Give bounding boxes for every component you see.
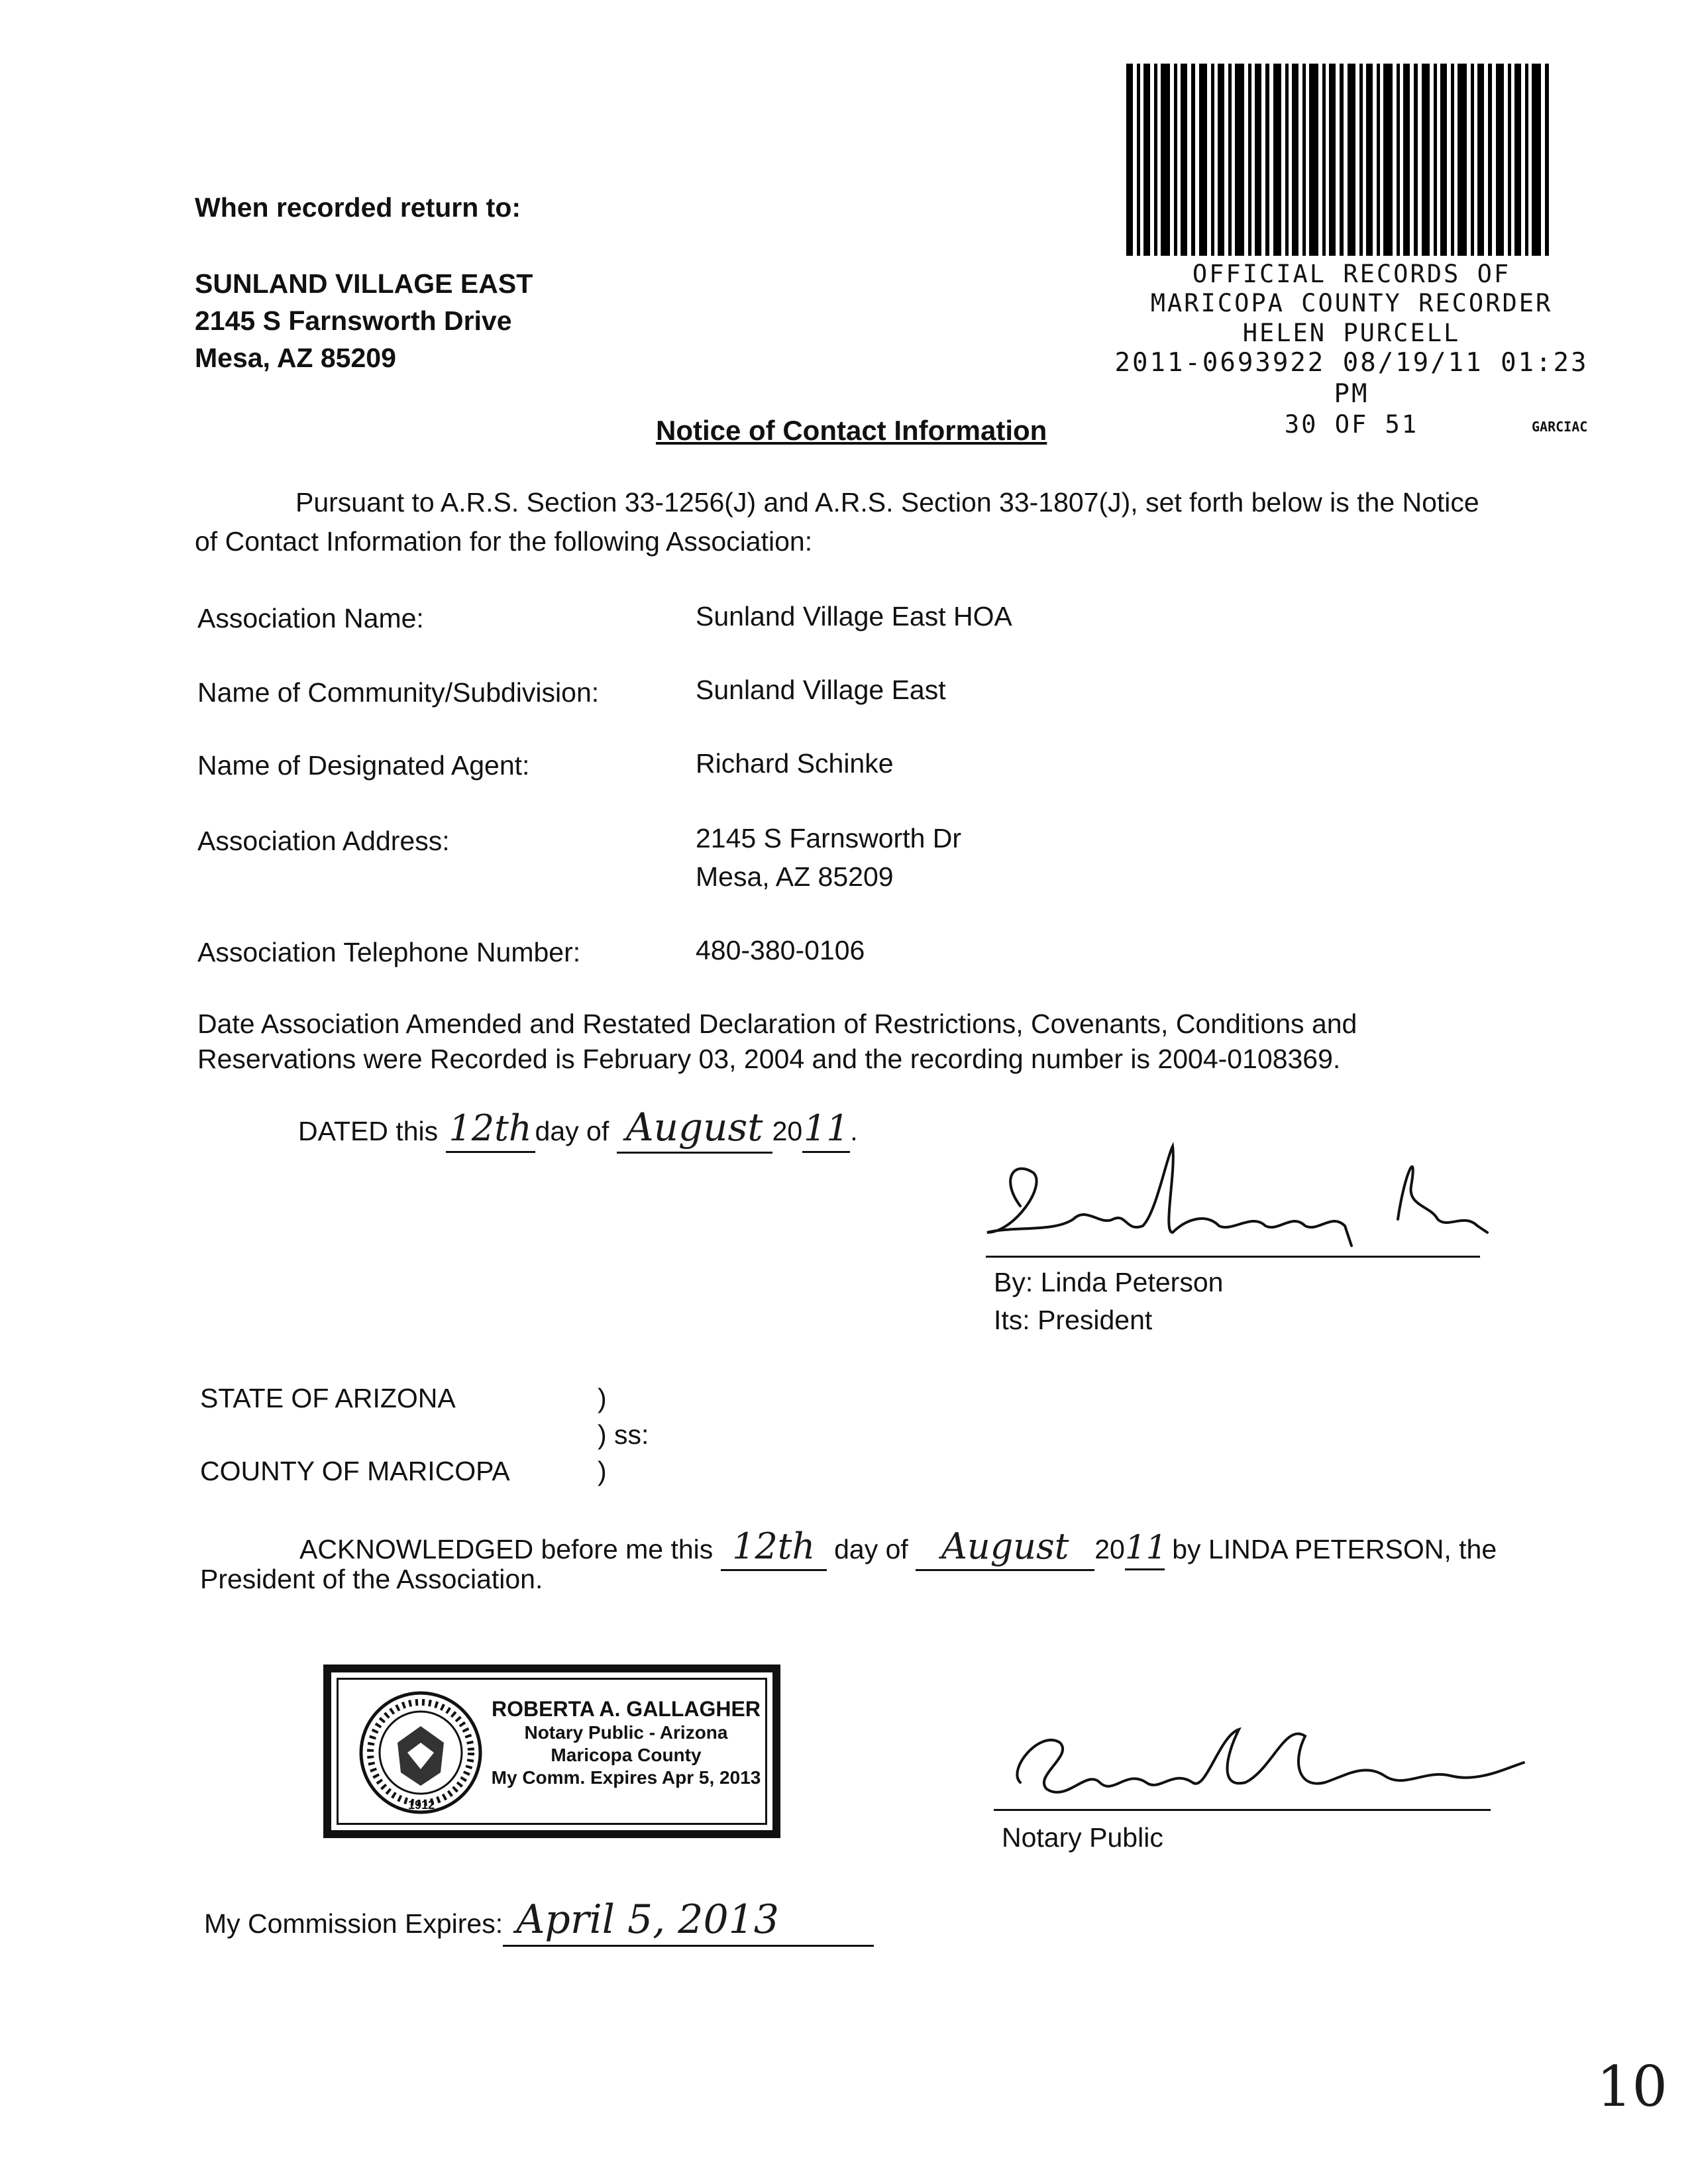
ack-month-handwritten: August (916, 1524, 1094, 1571)
acknowledgment-line-2: President of the Association. (200, 1564, 543, 1594)
signer-by: By: Linda Peterson (994, 1267, 1224, 1297)
field-value-association-name: Sunland Village East HOA (696, 601, 1012, 631)
signature-line-notary (994, 1809, 1491, 1811)
dated-suffix: . (850, 1116, 858, 1146)
stamp-expires: My Comm. Expires Apr 5, 2013 (491, 1767, 761, 1788)
recorder-line-1: OFFICIAL RECORDS OF (1192, 260, 1511, 288)
dated-middle: day of (535, 1116, 610, 1146)
clerk-id: GARCIAC (1532, 419, 1588, 435)
venue-paren-1: ) (598, 1383, 607, 1413)
field-label-telephone: Association Telephone Number: (197, 937, 581, 967)
ack-day-handwritten: 12th (721, 1524, 827, 1571)
ack-year-handwritten: 11 (1125, 1527, 1165, 1570)
notary-stamp-text (477, 1696, 775, 1788)
field-value-address-line-2: Mesa, AZ 85209 (696, 861, 894, 892)
page-number-handwritten: 10 (1597, 2054, 1668, 2119)
ack-middle: day of (834, 1534, 908, 1564)
commission-line (204, 1895, 874, 1947)
dated-prefix: DATED this (298, 1116, 439, 1146)
commission-label: My Commission Expires: (204, 1908, 504, 1939)
document-title: Notice of Contact Information (656, 415, 1047, 446)
dated-line (298, 1103, 858, 1154)
venue-state: STATE OF ARIZONA (200, 1383, 456, 1413)
declaration-line-2: Reservations were Recorded is February 03, 2004 and the recording number is 2004-0108369. (197, 1044, 1341, 1074)
dated-year-handwritten: 11 (802, 1106, 850, 1153)
ack-suffix: by LINDA PETERSON, the (1172, 1534, 1497, 1564)
return-heading: When recorded return to: (195, 192, 521, 223)
ack-year-prefix: 20 (1094, 1534, 1125, 1564)
venue-county: COUNTY OF MARICOPA (200, 1456, 510, 1486)
field-label-community: Name of Community/Subdivision: (197, 677, 600, 708)
dated-day-handwritten: 12th (446, 1106, 535, 1153)
declaration-line-1: Date Association Amended and Restated Declaration of Restrictions, Covenants, Conditions and (197, 1009, 1357, 1039)
venue-ss: ) ss: (598, 1419, 649, 1450)
return-line-1: SUNLAND VILLAGE EAST (195, 268, 533, 299)
seal-year: 1912 (408, 1798, 435, 1812)
return-line-3: Mesa, AZ 85209 (195, 343, 396, 373)
linda-peterson-signature (974, 1133, 1504, 1272)
return-address (195, 265, 533, 376)
field-label-agent: Name of Designated Agent: (197, 750, 530, 781)
field-label-address: Association Address: (197, 826, 450, 856)
page-of-count: 30 OF 51 (1284, 410, 1419, 439)
recorder-block (1093, 260, 1610, 439)
field-value-address-line-1: 2145 S Farnsworth Dr (696, 823, 962, 853)
stamp-title: Notary Public - Arizona (524, 1722, 728, 1743)
recording-number-line: 2011-0693922 08/19/11 01:23 PM (1114, 348, 1589, 409)
notary-stamp (323, 1665, 780, 1838)
stamp-county: Maricopa County (551, 1744, 702, 1765)
recorder-line-3: HELEN PURCELL (1242, 318, 1461, 347)
field-label-association-name: Association Name: (197, 603, 424, 633)
state-seal-icon (358, 1690, 484, 1816)
commission-date-handwritten: April 5, 2013 (503, 1895, 874, 1947)
notary-signature (994, 1710, 1537, 1816)
signer-title: Its: President (994, 1305, 1153, 1335)
recorder-line-2: MARICOPA COUNTY RECORDER (1150, 289, 1553, 318)
barcode (1126, 64, 1550, 256)
signature-line-signer (986, 1256, 1480, 1258)
intro-line-2: of Contact Information for the following Association: (195, 526, 813, 557)
field-value-telephone: 480-380-0106 (696, 935, 865, 965)
intro-line-1: Pursuant to A.R.S. Section 33-1256(J) and A.R.S. Section 33-1807(J), set forth below is the Notice (295, 487, 1479, 518)
dated-year-prefix: 20 (772, 1116, 803, 1146)
field-value-agent: Richard Schinke (696, 748, 894, 779)
notary-label: Notary Public (1002, 1822, 1163, 1853)
dated-month-handwritten: August (617, 1103, 772, 1154)
field-value-community: Sunland Village East (696, 675, 946, 705)
ack-prefix: ACKNOWLEDGED before me this (299, 1534, 714, 1564)
return-line-2: 2145 S Farnsworth Drive (195, 305, 512, 336)
venue-paren-3: ) (598, 1456, 607, 1486)
stamp-name: ROBERTA A. GALLAGHER (492, 1697, 761, 1721)
